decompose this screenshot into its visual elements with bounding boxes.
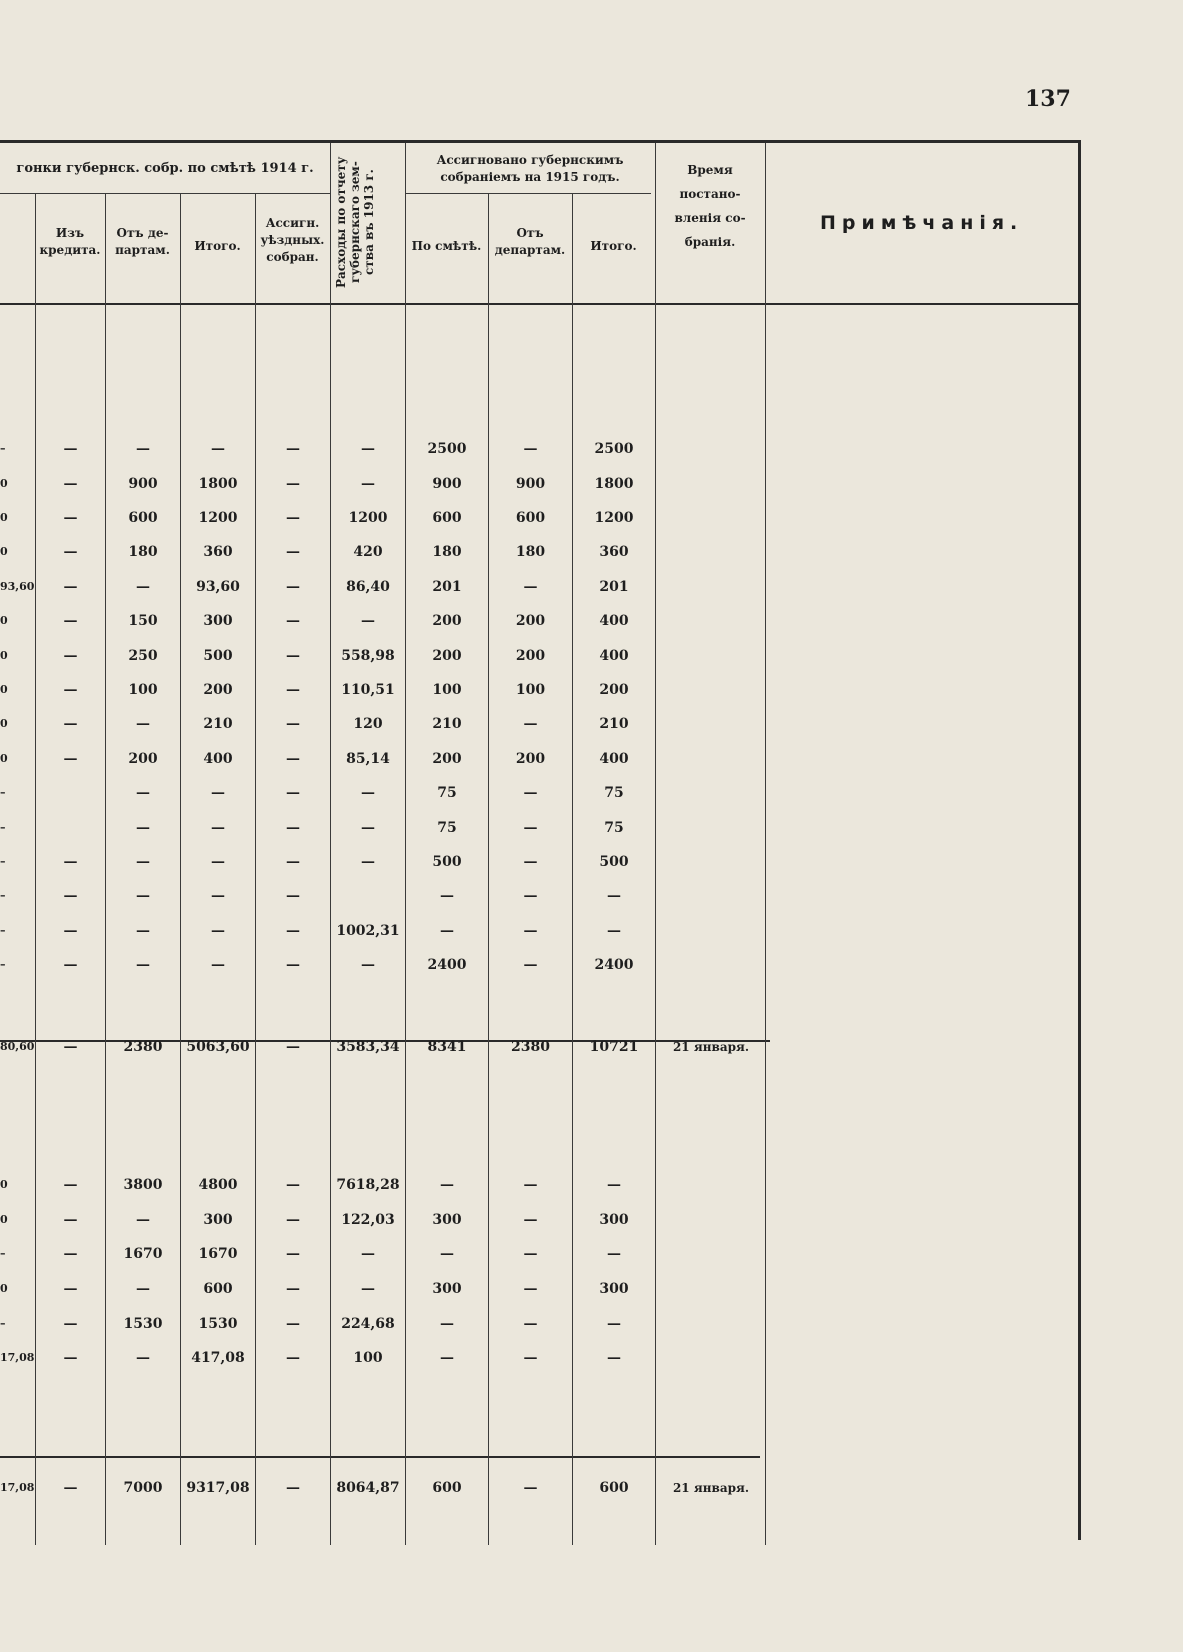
table-cell: — [607, 1177, 621, 1193]
table-cell: — [440, 1316, 454, 1332]
table-cell [656, 640, 766, 672]
table-cell: — [136, 957, 150, 973]
table-cell [656, 502, 766, 534]
table-cell: 7000 [123, 1480, 163, 1496]
row-edge-value: 0 [0, 683, 8, 696]
table-cell: 2380 [123, 1039, 163, 1055]
table-cell: 86,40 [346, 579, 390, 595]
table-cell: 250 [128, 648, 158, 664]
table-row [0, 1031, 770, 1063]
table-cell: — [523, 820, 538, 836]
table-cell: 180 [432, 544, 462, 560]
table-cell: — [63, 1246, 78, 1262]
table-cell [656, 468, 766, 500]
table-cell: — [136, 785, 150, 801]
table-cell: 3800 [123, 1177, 163, 1193]
table-cell: 3583,34 [336, 1039, 400, 1055]
table-cell: — [286, 1350, 300, 1366]
table-cell: 200 [432, 613, 462, 629]
table-cell: 2500 [594, 441, 634, 457]
table-cell: 558,98 [341, 648, 395, 664]
row-edge-value: – [0, 855, 6, 868]
table-row [0, 1342, 770, 1374]
table-cell: 93,60 [196, 579, 240, 595]
table-cell: 1200 [594, 510, 634, 526]
table-cell [656, 880, 766, 912]
header-itogo: Итого. [194, 239, 241, 253]
table-cell: — [523, 854, 538, 870]
table-cell [656, 1308, 766, 1340]
table-cell: — [607, 1316, 621, 1332]
header-vremya: Время постано- вленія со- бранія. [674, 163, 746, 249]
table-cell: — [523, 579, 538, 595]
table-cell: — [211, 888, 225, 904]
table-cell: 180 [515, 544, 546, 560]
table-cell: — [286, 1212, 300, 1228]
table-cell: 1002,31 [336, 923, 400, 939]
table-cell: — [523, 1350, 538, 1366]
table-cell: 210 [599, 716, 629, 732]
table-cell: 1800 [594, 476, 634, 492]
table-row [0, 674, 770, 706]
table-cell: 8064,87 [336, 1480, 400, 1496]
table-row [0, 502, 770, 534]
table-row [0, 536, 770, 568]
table-cell: — [361, 785, 375, 801]
table-cell: — [63, 648, 78, 664]
row-edge-value: 0 [0, 511, 8, 524]
table-cell: — [286, 957, 300, 973]
header-ot-departam: Отъ де- партам. [115, 226, 170, 257]
table-cell [656, 812, 766, 844]
table-cell: — [63, 613, 78, 629]
table-cell: 360 [599, 544, 629, 560]
top-rule [0, 140, 1078, 143]
table-cell: 75 [604, 820, 624, 836]
table-cell: — [286, 1316, 300, 1332]
table-cell: — [286, 510, 300, 526]
table-cell: 600 [432, 1480, 462, 1496]
table-cell: — [440, 888, 454, 904]
table-cell: 10721 [589, 1039, 639, 1055]
table-cell: — [136, 820, 150, 836]
row-edge-value: – [0, 821, 6, 834]
table-cell: 500 [599, 854, 629, 870]
table-cell: — [63, 1039, 78, 1055]
table-cell: 1200 [348, 510, 388, 526]
table-cell: 600 [128, 510, 158, 526]
table-cell: 400 [599, 648, 629, 664]
header-iz-kredita: Изъ кредита. [39, 226, 101, 257]
table-cell: — [63, 579, 78, 595]
table-cell: 180 [128, 544, 158, 560]
table-cell: 360 [203, 544, 233, 560]
table-cell: — [607, 888, 621, 904]
table-cell: 2400 [594, 957, 634, 973]
table-cell: — [63, 751, 78, 767]
table-cell: 150 [128, 613, 158, 629]
table-cell: — [286, 854, 300, 870]
table-cell: — [523, 888, 538, 904]
table-cell: 224,68 [341, 1316, 395, 1332]
table-cell: — [361, 820, 375, 836]
row-edge-value: – [0, 958, 6, 971]
table-row [0, 468, 770, 500]
table-cell: 7618,28 [336, 1177, 400, 1193]
table-cell: — [286, 923, 300, 939]
table-cell: 110,51 [341, 682, 395, 698]
table-row [0, 812, 770, 844]
table-row [0, 640, 770, 672]
table-row [0, 777, 770, 809]
table-cell: — [211, 957, 225, 973]
table-cell: 200 [203, 682, 233, 698]
table-cell [656, 846, 766, 878]
table-row [0, 1238, 770, 1270]
table-cell: — [361, 854, 375, 870]
row-edge-value: – [0, 1317, 6, 1330]
table-cell: — [286, 682, 300, 698]
table-cell: — [286, 579, 300, 595]
table-cell: — [136, 923, 150, 939]
row-edge-value: 0 [0, 1282, 8, 1295]
table-cell: 100 [128, 682, 158, 698]
table-cell: 300 [432, 1281, 462, 1297]
table-cell: 400 [599, 751, 629, 767]
row-edge-value: 17,08 [0, 1481, 35, 1494]
table-cell: — [361, 613, 375, 629]
table-cell [656, 708, 766, 740]
row-edge-value: 0 [0, 752, 8, 765]
row-edge-value: 93,60 [0, 580, 35, 593]
table-cell: — [607, 1350, 621, 1366]
table-cell: — [63, 441, 78, 457]
table-cell: — [440, 1246, 454, 1262]
table-cell: — [211, 820, 225, 836]
table-cell [656, 1204, 766, 1236]
table-row [0, 915, 770, 947]
row-edge-value: 80,60 [0, 1040, 35, 1053]
table-cell: 900 [128, 476, 158, 492]
table-cell [331, 880, 405, 912]
table-cell: — [523, 923, 538, 939]
table-cell: — [286, 1246, 300, 1262]
table-cell: — [136, 854, 150, 870]
table-cell: 5063,60 [186, 1039, 250, 1055]
table-cell: 300 [203, 613, 233, 629]
table-cell: — [361, 441, 375, 457]
table-cell [36, 812, 105, 844]
table-cell: 400 [203, 751, 233, 767]
header-group-1915: Ассигновано губернскимъ собраніемъ на 1915 годъ. [436, 153, 624, 184]
table-cell: — [286, 1177, 300, 1193]
table-cell: 1200 [198, 510, 238, 526]
row-edge-value: 0 [0, 717, 8, 730]
table-cell: — [136, 1281, 150, 1297]
table-cell: 8341 [427, 1039, 467, 1055]
right-border [1078, 140, 1081, 1540]
table-cell: 100 [515, 682, 546, 698]
row-edge-value: 17,08 [0, 1351, 35, 1364]
table-cell: 1670 [123, 1246, 163, 1262]
table-cell: 600 [203, 1281, 233, 1297]
row-edge-value: 0 [0, 614, 8, 627]
table-cell: 500 [432, 854, 462, 870]
table-cell: 600 [432, 510, 462, 526]
table-cell [656, 571, 766, 603]
table-cell [656, 433, 766, 465]
table-cell [656, 1273, 766, 1305]
table-cell: — [523, 1212, 538, 1228]
table-cell: — [361, 1281, 375, 1297]
table-row [0, 949, 770, 981]
row-edge-value: – [0, 924, 6, 937]
table-cell: 200 [599, 682, 629, 698]
table-cell: — [286, 1480, 300, 1496]
table-cell: — [136, 579, 150, 595]
table-row [0, 433, 770, 465]
table-cell: — [523, 1246, 538, 1262]
table-cell: — [211, 923, 225, 939]
table-cell [656, 743, 766, 775]
table-cell: — [63, 1281, 78, 1297]
table-cell: — [440, 1177, 454, 1193]
table-cell [656, 674, 766, 706]
table-cell: — [286, 648, 300, 664]
table-cell: — [607, 1246, 621, 1262]
table-cell: — [523, 1177, 538, 1193]
row-edge-value: 0 [0, 649, 8, 662]
table-cell: 300 [203, 1212, 233, 1228]
table-row [0, 708, 770, 740]
table-cell [656, 1342, 766, 1374]
table-cell: 9317,08 [186, 1480, 250, 1496]
header-ot-departam-1915: Отъ департам. [494, 226, 566, 257]
table-cell: 300 [432, 1212, 462, 1228]
table-row [0, 1204, 770, 1236]
table-cell: — [286, 476, 300, 492]
row-edge-value: 0 [0, 477, 8, 490]
table-cell: 1800 [198, 476, 238, 492]
table-cell: — [136, 888, 150, 904]
table-cell [656, 949, 766, 981]
table-cell [36, 777, 105, 809]
table-cell: — [286, 441, 300, 457]
table-cell: — [523, 1480, 538, 1496]
table-cell: — [286, 888, 300, 904]
table-cell: 210 [432, 716, 462, 732]
table-cell: 900 [432, 476, 462, 492]
table-cell: 300 [599, 1281, 629, 1297]
table-cell: — [523, 716, 538, 732]
table-cell: — [211, 854, 225, 870]
table-cell: 417,08 [191, 1350, 245, 1366]
table-cell: — [286, 1281, 300, 1297]
table-cell: 200 [515, 648, 546, 664]
table-cell: 400 [599, 613, 629, 629]
table-cell: — [63, 888, 78, 904]
table-cell [656, 915, 766, 947]
table-cell: 200 [515, 751, 546, 767]
table-cell: 100 [432, 682, 462, 698]
table-row [0, 571, 770, 603]
table-cell: — [63, 957, 78, 973]
table-cell: — [63, 854, 78, 870]
table-cell: — [211, 785, 225, 801]
table-cell: 300 [599, 1212, 629, 1228]
table-cell: — [63, 1177, 78, 1193]
table-cell: 100 [353, 1350, 383, 1366]
table-cell: — [136, 441, 150, 457]
header-primechaniya: Примѣчанія. [820, 212, 1024, 234]
row-edge-value: 0 [0, 1213, 8, 1226]
table-cell: 600 [515, 510, 546, 526]
table-cell: — [63, 1480, 78, 1496]
table-cell: 2400 [427, 957, 467, 973]
table-cell: — [63, 544, 78, 560]
table-cell: — [607, 923, 621, 939]
table-cell: 200 [128, 751, 158, 767]
table-cell: — [286, 785, 300, 801]
table-cell: — [523, 785, 538, 801]
table-row [0, 605, 770, 637]
row-edge-value: – [0, 786, 6, 799]
table-cell: 900 [515, 476, 546, 492]
table-cell: 600 [599, 1480, 629, 1496]
table-cell: 210 [203, 716, 233, 732]
table-cell: 1530 [123, 1316, 163, 1332]
table-cell: — [440, 923, 454, 939]
table-row [0, 1169, 770, 1201]
table-cell: 21 января. [672, 1040, 750, 1054]
table-cell: — [523, 441, 538, 457]
table-cell: — [136, 716, 150, 732]
table-cell [656, 605, 766, 637]
table-cell: — [286, 1039, 300, 1055]
header-bottom-rule [0, 303, 1078, 305]
table-row [0, 1308, 770, 1340]
table-cell: 2500 [427, 441, 467, 457]
table-cell: — [63, 923, 78, 939]
table-cell [656, 1238, 766, 1270]
table-cell: — [136, 1212, 150, 1228]
table-cell: 122,03 [341, 1212, 395, 1228]
row-edge-value: 0 [0, 1178, 8, 1191]
table-cell: — [136, 1350, 150, 1366]
table-cell: — [63, 1350, 78, 1366]
table-cell [656, 536, 766, 568]
table-cell: — [63, 1212, 78, 1228]
header-itogo-1915: Итого. [590, 239, 637, 253]
header-top-left: гонки губернск. собр. по смѣтѣ 1914 г. [16, 161, 314, 176]
header-split-1915 [405, 193, 651, 194]
table-cell: 200 [432, 751, 462, 767]
table-cell: — [63, 1316, 78, 1332]
table-cell: 200 [432, 648, 462, 664]
table-cell: 75 [437, 820, 457, 836]
table-cell: 120 [353, 716, 383, 732]
table-cell [656, 777, 766, 809]
table-row [0, 743, 770, 775]
table-cell: — [63, 682, 78, 698]
header-po-smete: По смѣтѣ. [411, 239, 482, 253]
table-cell: — [361, 957, 375, 973]
header-split-left [0, 193, 330, 194]
header-assign-uezd: Ассигн. уѣздных. собран. [260, 216, 325, 264]
table-cell: — [286, 613, 300, 629]
table-cell: 1530 [198, 1316, 238, 1332]
table-cell: 201 [432, 579, 462, 595]
table-cell: — [523, 1316, 538, 1332]
header-raskhody: Расходы по отчету губернскаго зем- ства въ 1913 г. [334, 156, 376, 288]
table-cell: — [523, 1281, 538, 1297]
table-cell: — [523, 957, 538, 973]
table-cell: — [361, 476, 375, 492]
row-edge-value: – [0, 1247, 6, 1260]
table-row [0, 1472, 770, 1504]
table-cell: — [286, 544, 300, 560]
total-rule [0, 1456, 760, 1458]
table-cell: — [63, 510, 78, 526]
table-cell: 75 [437, 785, 457, 801]
table-cell: 85,14 [346, 751, 390, 767]
row-edge-value: 0 [0, 545, 8, 558]
table-cell [656, 1169, 766, 1201]
table-row [0, 880, 770, 912]
row-edge-value: – [0, 889, 6, 902]
table-cell: 2380 [511, 1039, 550, 1055]
table-cell: 21 января. [672, 1481, 750, 1495]
row-edge-value: – [0, 442, 6, 455]
table-cell: — [286, 820, 300, 836]
table-cell: 201 [599, 579, 629, 595]
table-cell: 4800 [198, 1177, 238, 1193]
table-cell: — [440, 1350, 454, 1366]
table-cell: — [286, 751, 300, 767]
table-cell: 420 [353, 544, 383, 560]
table-cell: 200 [515, 613, 546, 629]
table-cell: — [361, 1246, 375, 1262]
table-row [0, 846, 770, 878]
table-row [0, 1273, 770, 1305]
page-number: 137 [1025, 86, 1071, 112]
table-cell: — [63, 476, 78, 492]
table-cell: 500 [203, 648, 233, 664]
table-cell: — [286, 716, 300, 732]
table-cell: 75 [604, 785, 624, 801]
table-cell: 1670 [198, 1246, 238, 1262]
table-cell: — [63, 716, 78, 732]
table-cell: — [211, 441, 225, 457]
